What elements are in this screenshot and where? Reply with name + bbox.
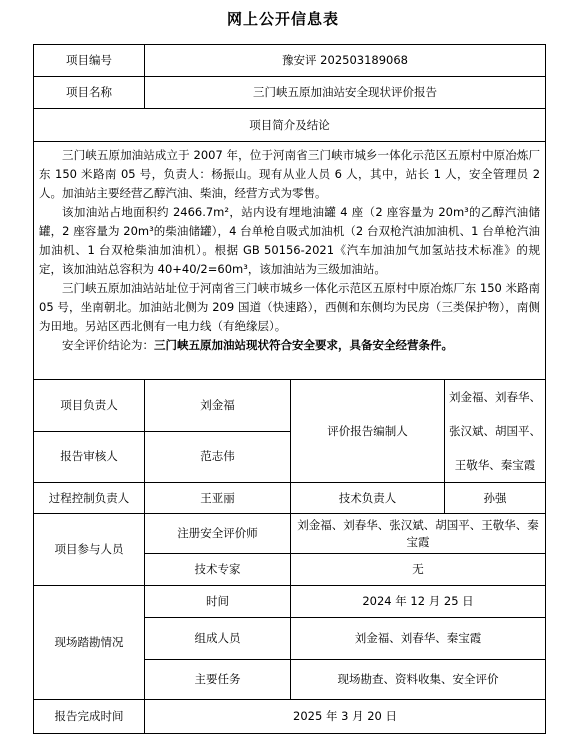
process-value: 王亚丽 <box>145 483 291 514</box>
conclusion-prefix: 安全评价结论为： <box>62 338 154 352</box>
intro-paragraph-3: 三门峡五原加油站站址位于河南省三门峡市城乡一体化示范区五原村中原冶炼厂东 150 米路南 05 号，坐南朝北。加油站北侧为 209 国道（快速路），西侧和东侧均为民房（三类保护物），南侧为田地。另站区西北侧有一电力线（有绝缘层）。 <box>39 281 541 333</box>
registered-label: 注册安全评价师 <box>145 514 291 554</box>
info-table <box>33 44 546 734</box>
intro-paragraph-1: 三门峡五原加油站成立于 2007 年，位于河南省三门峡市城乡一体化示范区五原村中原冶炼厂东 150 米路南 05 号，负责人：杨振山。现有从业人员 6 人，其中，站长 1 人，安全管理员 2 人。加油站主要经营乙醇汽油、柴油，经营方式为零售。 <box>39 148 541 200</box>
row-project-code <box>34 45 546 77</box>
page-title: 网上公开信息表 <box>226 10 339 28</box>
survey-time-label: 时间 <box>145 586 291 618</box>
expert-value: 无 <box>291 554 546 586</box>
project-name-value: 三门峡五原加油站安全现状评价报告 <box>145 77 546 109</box>
expert-label: 技术专家 <box>145 554 291 586</box>
completion-label: 报告完成时间 <box>34 700 145 734</box>
intro-body <box>34 142 546 380</box>
project-code-value: 豫安评 202503189068 <box>145 45 546 77</box>
leader-value: 刘金福 <box>145 380 291 432</box>
row-registered <box>34 514 546 554</box>
survey-members-value: 刘金福、刘春华、秦宝霞 <box>291 618 546 660</box>
row-intro-header <box>34 109 546 142</box>
conclusion <box>39 336 540 355</box>
reviewer-value: 范志伟 <box>145 431 291 483</box>
participants-label: 项目参与人员 <box>34 514 145 586</box>
intro-paragraph-2: 该加油站占地面积约 2466.7m²，站内设有埋地油罐 4 座（2 座容量为 20m³的乙醇汽油储罐，2 座容量为 20m³的柴油储罐），4 台单枪自吸式加油机（2 台双枪汽油加油机、1 台单枪汽油加油机、1 台双枪柴油加油机）。根据 GB 50156-2021《汽车加油加气加氢站技术标准》的规定，该加油站总容积为 40+40/2=60m³，该加油站为三级加油站。 <box>39 205 541 276</box>
compilers-label: 评价报告编制人 <box>291 380 445 483</box>
row-survey-time <box>34 586 546 618</box>
row-leader <box>34 380 546 432</box>
survey-tasks-label: 主要任务 <box>145 660 291 700</box>
registered-value: 刘金福、刘春华、张汉斌、胡国平、王敬华、秦宝霞 <box>291 514 546 554</box>
row-process <box>34 483 546 514</box>
conclusion-text: 三门峡五原加油站现状符合安全要求，具备安全经营条件。 <box>154 338 453 352</box>
survey-members-label: 组成人员 <box>145 618 291 660</box>
compilers-value: 刘金福、刘春华、张汉斌、胡国平、王敬华、秦宝霞 <box>445 380 546 483</box>
tech-label: 技术负责人 <box>291 483 445 514</box>
row-completion <box>34 700 546 734</box>
completion-value: 2025 年 3 月 20 日 <box>145 700 546 734</box>
survey-tasks-value: 现场勘查、资料收集、安全评价 <box>291 660 546 700</box>
survey-time-value: 2024 年 12 月 25 日 <box>291 586 546 618</box>
intro-header: 项目简介及结论 <box>34 109 546 142</box>
row-project-name <box>34 77 546 109</box>
project-code-label: 项目编号 <box>34 45 145 77</box>
project-name-label: 项目名称 <box>34 77 145 109</box>
tech-value: 孙强 <box>445 483 546 514</box>
leader-label: 项目负责人 <box>34 380 145 432</box>
survey-label: 现场踏勘情况 <box>34 586 145 700</box>
process-label: 过程控制负责人 <box>34 483 145 514</box>
row-intro-body <box>34 142 546 380</box>
reviewer-label: 报告审核人 <box>34 431 145 483</box>
